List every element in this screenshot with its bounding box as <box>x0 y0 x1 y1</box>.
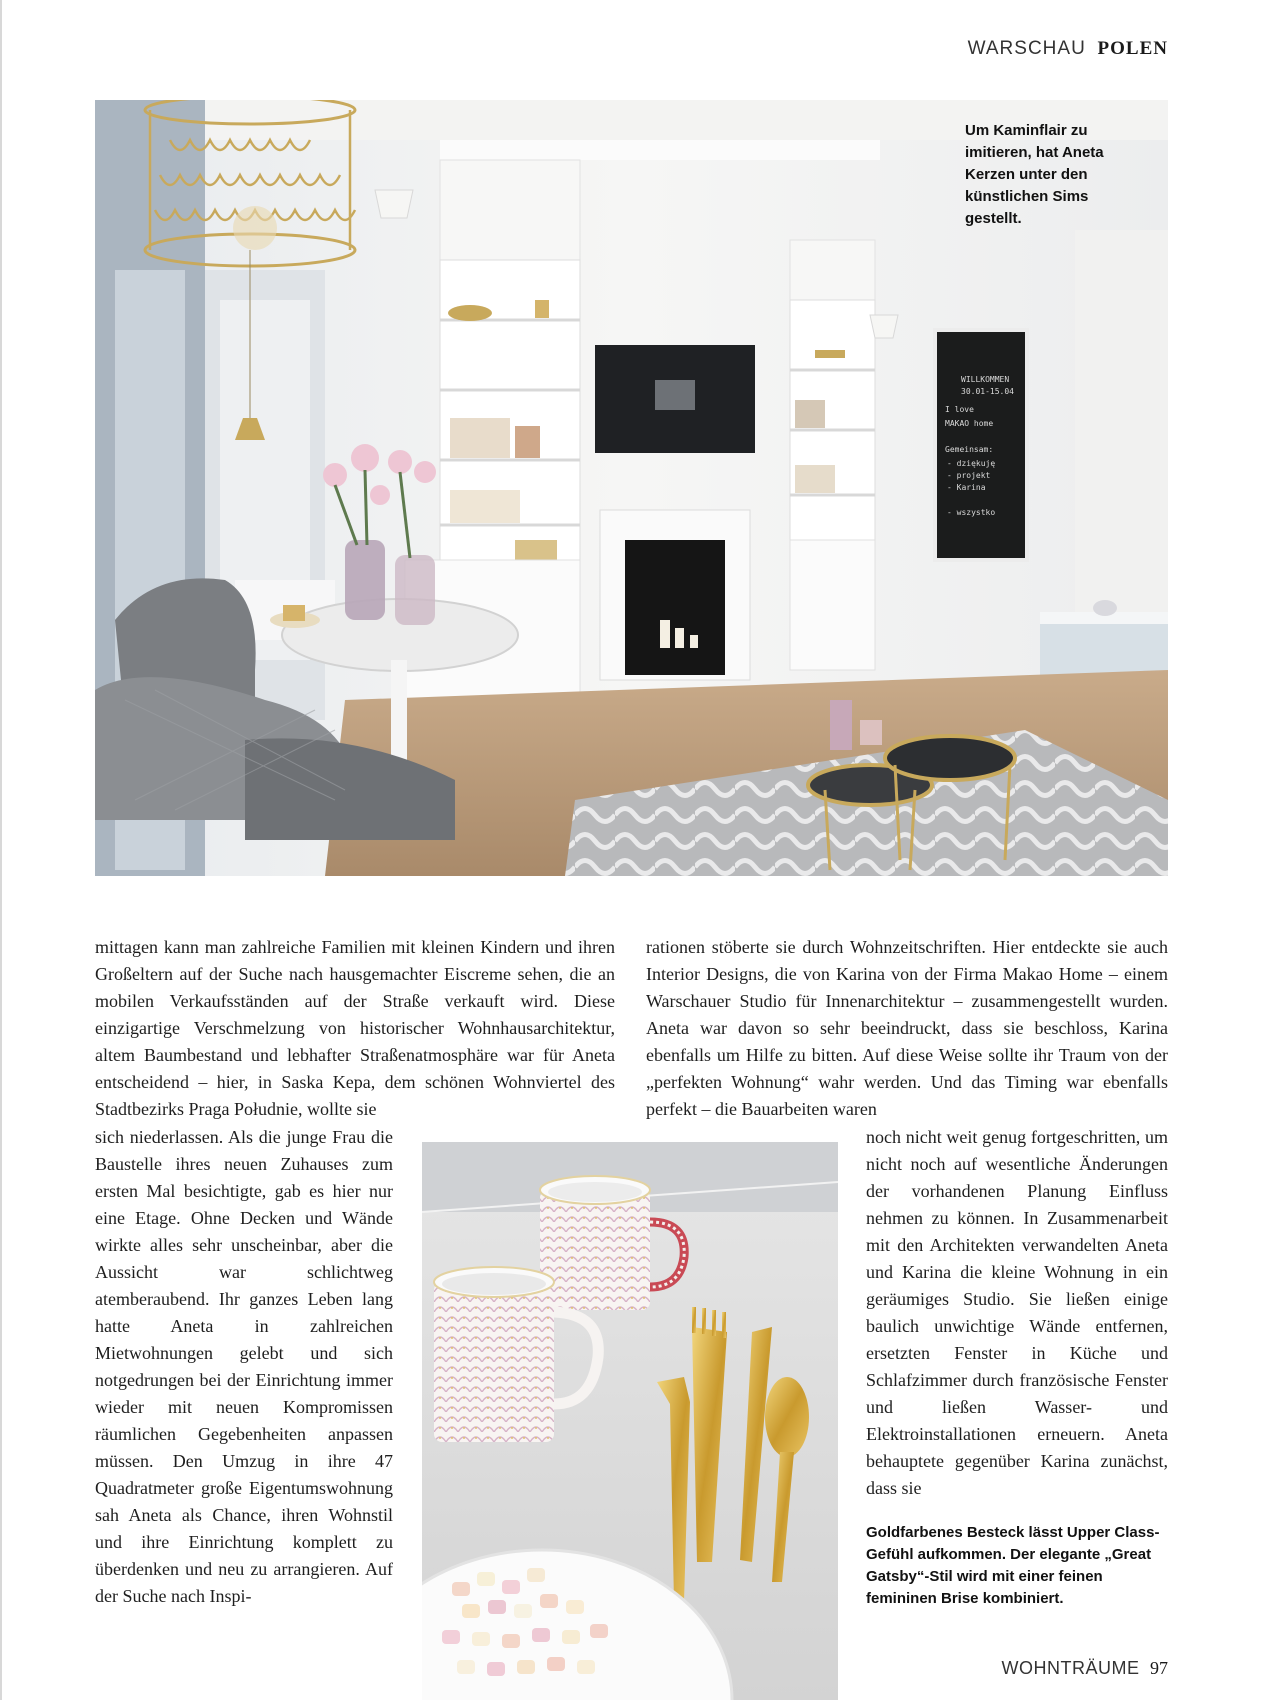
chalkboard-line: Gemeinsam: <box>945 445 994 454</box>
chalkboard-line: WILLKOMMEN <box>961 375 1010 384</box>
article-col1-bottom: sich niederlassen. Als die junge Frau die Baustelle ihres neuen Zuhauses zum ersten Mal besichtigte, gab es hier nur eine Etage. Ohne Decken und Wände wirkte alles sehr unscheinbar, aber die Aussicht war schlichtweg atemberaubend. Ihr ganzes Leben lang hatte Aneta in zahlreichen Mietwohnungen gelebt und sich notgedrungen bei der Einrichtung immer wieder mit neuen Kompromissen räumlichen Gegebenheiten anpassen müssen. Den Umzug in ihre 47 Quadratmeter große Eigentumswohnung sah Aneta als Chance, ihren Wohnstil und ihre Einrichtung komplett zu überdenken und neu zu arrangieren. Auf der Suche nach Inspi- <box>95 1127 393 1606</box>
article-col1-top: mittagen kann man zahlreiche Familien mit kleinen Kindern und ihren Großeltern auf der Suche nach hausgemachter Eiscreme sehen, die an mobilen Verkaufsständen auf der Straße verkauft wird. Diese einzigartige Verschmelzung von historischer Wohnhausarchitektur, altem Baumbestand und lebhafter Straßenatmosphäre war für Aneta entscheidend – hier, in Saska Kepa, dem schönen Wohnviertel des Stadtbezirks Praga Południe, wollte sie <box>95 937 615 1119</box>
chalkboard-line: MAKAO home <box>945 419 994 428</box>
mugs-cutlery-photo <box>422 1142 838 1700</box>
chalkboard-line: - projekt <box>947 471 991 480</box>
magazine-name: WOHNTRÄUME <box>1001 1658 1140 1678</box>
cutlery-caption: Goldfarbenes Besteck lässt Upper Class-Gefühl aufkommen. Der elegante „Great Gatsby“-Stil wird mit einer feinen femininen Brise kombiniert. <box>866 1524 1160 1607</box>
article-col2-top: rationen stöberte sie durch Wohnzeitschriften. Hier entdeckte sie auch Interior Designs, die von Karina von der Firma Makao Home – einem Warschauer Studio für Innenarchitektur – zusammengestellt wurden. Aneta war davon so sehr beeindruckt, dass sie beschloss, Karina ebenfalls um Hilfe zu bitten. Auf diese Weise sollte ihr Traum von der „perfekten Wohnung“ wahr werden. Und das Timing war ebenfalls perfekt – die Bauarbeiten waren <box>646 937 1168 1119</box>
chalkboard-line: - wszystko <box>947 508 996 517</box>
page-footer <box>1002 1658 1169 1679</box>
chalkboard-line: - Karina <box>947 483 986 492</box>
page-edge <box>0 0 2 1700</box>
chalkboard-line: 30.01-15.04 <box>961 387 1014 396</box>
header-country: POLEN <box>1097 38 1168 59</box>
page-number: 97 <box>1150 1658 1168 1678</box>
chalkboard-line: - dziękuję <box>947 459 996 468</box>
article-col2-bottom: noch nicht weit genug fortgeschritten, um nicht noch auf wesentliche Änderungen der vorhandenen Planung Einfluss nehmen zu können. In Zusammenarbeit mit den Architekten verwandelten Aneta und Karina die kleine Wohnung in ein geräumiges Studio. Sie ließen einige baulich unwichtige Wände entfernen, ersetzten Fenster in Küche und Schlafzimmer durch französische Fenster und ließen Wasser- und Elektroinstallationen erneuern. Aneta behauptete gegenüber Karina zunächst, dass sie <box>866 1127 1168 1498</box>
hero-caption: Um Kaminflair zu imitieren, hat Aneta Kerzen unter den künstlichen Sims gestellt. <box>965 122 1104 227</box>
header-location: WARSCHAU <box>967 38 1086 59</box>
running-head <box>968 38 1168 60</box>
chalkboard-line: I love <box>945 405 974 414</box>
mugs-cutlery-illustration <box>422 1142 838 1700</box>
